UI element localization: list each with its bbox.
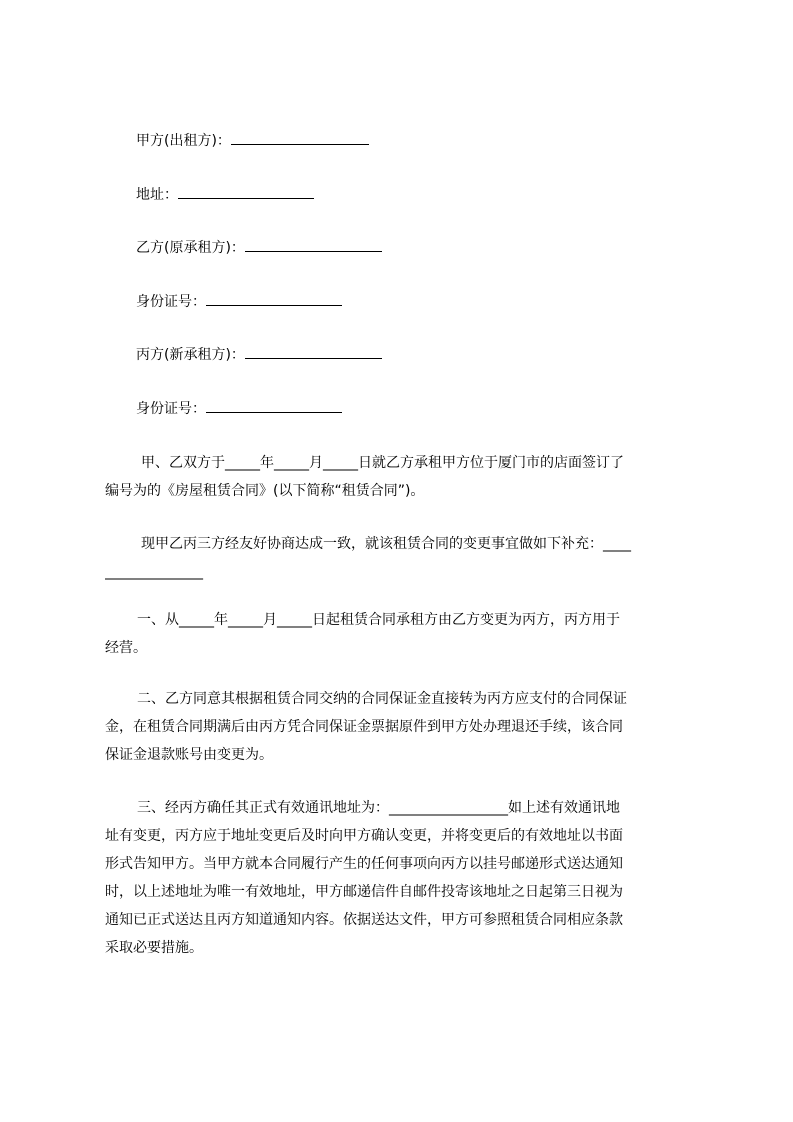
clause-1-line-2: 经营。 (105, 640, 147, 656)
original-lessee-field (136, 237, 382, 258)
new-lessee-label: 丙方(新承租方)： (136, 347, 245, 363)
intro-line-2: 编号为的《房屋租赁合同》(以下简称“租赁合同”)。 (105, 483, 425, 499)
agreement-paragraph (105, 530, 703, 586)
address-field (136, 184, 314, 205)
clause-1 (105, 606, 703, 662)
id-number-label-2: 身份证号： (136, 401, 206, 417)
new-lessee-blank[interactable] (245, 344, 382, 359)
clause-3-line-4: 时，以上述地址为唯一有效地址，甲方邮递信件自邮件投寄该地址之日起第三日视为 (105, 884, 623, 900)
lessor-field (136, 130, 369, 151)
intro-line-1: 甲、乙双方于_____年_____月_____日就乙方承租甲方位于厦门市的店面签订了 (141, 455, 624, 471)
address-blank[interactable] (178, 184, 314, 199)
new-lessee-field (136, 344, 382, 365)
intro-paragraph (105, 449, 703, 505)
clause-2-line-2: 金，在租赁合同期满后由丙方凭合同保证金票据原件到甲方处办理退还手续，该合同 (105, 719, 623, 735)
id-number-blank-1[interactable] (206, 291, 342, 306)
id-number-blank-2[interactable] (206, 398, 342, 413)
clause-2-line-3: 保证金退款账号由变更为。 (105, 747, 273, 763)
agreement-line-2: ______________ (105, 564, 203, 580)
id-number-field-2 (136, 398, 342, 419)
id-number-label-1: 身份证号： (136, 294, 206, 310)
lessor-label: 甲方(出租方)： (136, 133, 231, 149)
address-label: 地址： (136, 187, 178, 203)
agreement-line-1: 现甲乙丙三方经友好协商达成一致，就该租赁合同的变更事宜做如下补充：____ (141, 536, 631, 552)
clause-3-line-2: 址有变更，丙方应于地址变更后及时向甲方确认变更，并将变更后的有效地址以书面 (105, 828, 623, 844)
original-lessee-blank[interactable] (245, 237, 382, 252)
clause-1-line-1: 一、从_____年_____月_____日起租赁合同承租方由乙方变更为丙方，丙方用于 (137, 612, 620, 628)
clause-3-line-1: 三、经丙方确任其正式有效通讯地址为：_________________如上述有效通讯地 (137, 800, 620, 816)
original-lessee-label: 乙方(原承租方)： (136, 240, 245, 256)
lessor-blank[interactable] (231, 130, 369, 145)
clause-3-line-3: 形式告知甲方。当甲方就本合同履行产生的任何事项向丙方以挂号邮递形式送达通知 (105, 856, 623, 872)
clause-3-line-6: 采取必要措施。 (105, 940, 203, 956)
clause-2 (105, 685, 703, 769)
clause-3 (105, 794, 703, 962)
clause-2-line-1: 二、乙方同意其根据租赁合同交纳的合同保证金直接转为丙方应支付的合同保证 (137, 691, 627, 707)
id-number-field-1 (136, 291, 342, 312)
clause-3-line-5: 通知已正式送达且丙方知道通知内容。依据送达文件，甲方可参照租赁合同相应条款 (105, 912, 623, 928)
